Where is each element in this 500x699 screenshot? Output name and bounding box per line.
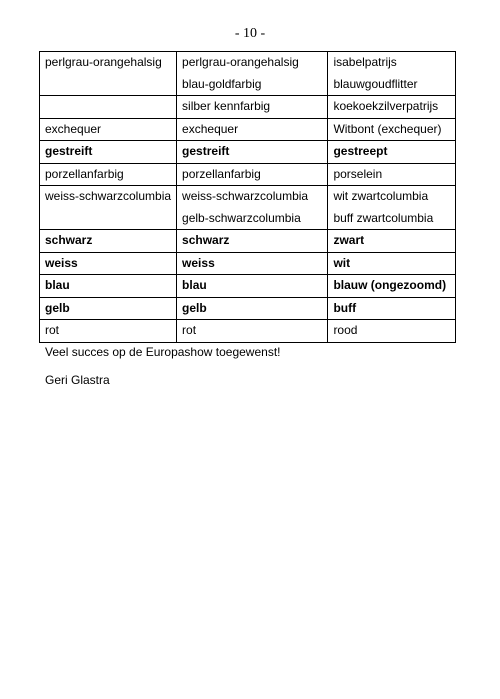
dutch-name-cell (328, 52, 456, 96)
cell-text: perlgrau-orangehalsig (182, 55, 299, 69)
german-variant-cell (177, 52, 328, 96)
cell-text: isabelpatrijs (333, 55, 397, 69)
cell-text: blau (45, 278, 70, 292)
cell-text: silber kennfarbig (182, 99, 271, 113)
german-variant-cell (177, 96, 328, 119)
german-name-cell (40, 52, 177, 96)
cell-text: porzellanfarbig (45, 166, 124, 181)
cell-text: blau (182, 278, 207, 292)
german-variant-cell (177, 320, 328, 343)
dutch-name-cell (328, 186, 456, 230)
cell-text: rot (45, 323, 60, 337)
german-variant-cell (177, 186, 328, 230)
table-row (40, 230, 456, 253)
german-name-cell (40, 96, 177, 119)
table-row (40, 163, 456, 186)
cell-text: gestreift (182, 144, 230, 158)
cell-text: buff zwartcolumbia (333, 210, 434, 225)
cell-text: weiss (182, 255, 215, 270)
cell-text: weiss-schwarzcolumbia (182, 189, 309, 203)
german-name-cell (40, 297, 177, 320)
cell-text: schwarz (45, 233, 93, 247)
cell-text: blau-goldfarbig (182, 76, 262, 91)
cell-text: perlgrau-orangehalsig (45, 55, 162, 69)
table-row (40, 320, 456, 343)
cell-text: blauw (ongezoomd) (333, 278, 447, 292)
german-name-cell (40, 275, 177, 298)
german-name-cell (40, 186, 177, 230)
cell-text: koekoekzilverpatrijs (333, 99, 439, 113)
cell-text: exchequer (182, 121, 239, 136)
german-name-cell (40, 230, 177, 253)
german-variant-cell (177, 297, 328, 320)
german-variant-cell (177, 141, 328, 164)
cell-text: weiss-schwarzcolumbia (45, 189, 172, 203)
dutch-name-cell (328, 275, 456, 298)
german-name-cell (40, 252, 177, 275)
german-variant-cell (177, 163, 328, 186)
cell-text: blauwgoudflitter (333, 76, 418, 91)
cell-text: rot (182, 323, 197, 337)
cell-text: gelb (182, 300, 207, 315)
dutch-name-cell (328, 141, 456, 164)
german-variant-cell (177, 118, 328, 141)
cell-text: gestreept (333, 144, 388, 158)
cell-text: schwarz (182, 233, 230, 247)
cell-text: porselein (333, 166, 383, 181)
german-name-cell (40, 118, 177, 141)
closing-line: Veel succes op de Europashow toegewenst! (45, 345, 281, 359)
german-name-cell (40, 163, 177, 186)
table-row (40, 118, 456, 141)
cell-text: gestreift (45, 144, 93, 158)
german-variant-cell (177, 252, 328, 275)
table-row (40, 275, 456, 298)
page-number: - 10 - (234, 26, 266, 41)
dutch-name-cell (328, 252, 456, 275)
cell-text: gelb (45, 300, 70, 315)
color-translation-table (39, 51, 456, 343)
dutch-name-cell (328, 320, 456, 343)
german-variant-cell (177, 230, 328, 253)
table-row (40, 141, 456, 164)
dutch-name-cell (328, 118, 456, 141)
cell-text: zwart (333, 233, 365, 247)
dutch-name-cell (328, 163, 456, 186)
german-name-cell (40, 320, 177, 343)
table-row (40, 252, 456, 275)
cell-text: porzellanfarbig (182, 166, 261, 181)
dutch-name-cell (328, 96, 456, 119)
table-row (40, 52, 456, 96)
table-row (40, 186, 456, 230)
cell-text: Witbont (exchequer) (333, 121, 442, 136)
german-variant-cell (177, 275, 328, 298)
table-row (40, 96, 456, 119)
cell-text: wit zwartcolumbia (333, 189, 429, 203)
dutch-name-cell (328, 297, 456, 320)
dutch-name-cell (328, 230, 456, 253)
cell-text: weiss (45, 255, 78, 270)
german-name-cell (40, 141, 177, 164)
cell-text: gelb-schwarzcolumbia (182, 210, 301, 225)
cell-text: rood (333, 323, 358, 337)
cell-text: wit (333, 255, 351, 270)
cell-text: buff (333, 300, 357, 315)
signature: Geri Glastra (45, 373, 110, 387)
cell-text: exchequer (45, 121, 102, 136)
table-row (40, 297, 456, 320)
